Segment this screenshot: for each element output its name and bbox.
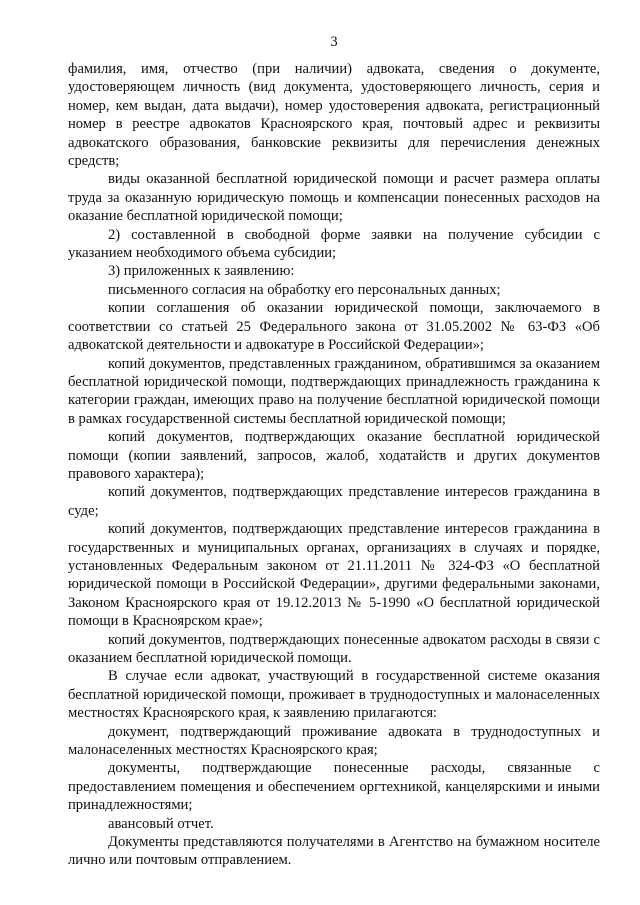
paragraph: авансовый отчет. — [108, 815, 214, 832]
paragraph: документ, подтверждающий проживание адвоката в труднодоступных и малонаселенных местностях Красноярского края; — [68, 723, 600, 759]
paragraph: копий документов, подтверждающих понесенные адвокатом расходы в связи с оказанием бесплатной юридической помощи. — [68, 631, 600, 666]
page-number: 3 — [330, 34, 338, 50]
document-body — [68, 60, 600, 870]
paragraph: В случае если адвокат, участвующий в государственной системе оказания бесплатной юридической помощи, проживает в труднодоступных и малонаселенных местностях Красноярского края, к заявлению прилагаются: — [68, 668, 600, 722]
paragraph: копий документов, подтверждающих представление интересов гражданина в суде; — [68, 484, 600, 519]
paragraph: письменного согласия на обработку его персональных данных; — [108, 281, 501, 298]
paragraph: копий документов, подтверждающих представление интересов гражданина в государственных и муниципальных органах, организациях в случаях и порядке, установленных Федеральным законом от 21.11.2011 № 324-ФЗ «О бесплатной юридической помощи в Российской Федерации», другими федеральными законами, Законом Красноярского края от 19.12.2013 № 5-1990 «О бесплатной юридической помощи в Красноярском крае»; — [68, 521, 600, 630]
paragraph: копий документов, подтверждающих оказание бесплатной юридической помощи (копии заявлений, запросов, жалоб, ходатайств и других документов правового характера); — [68, 429, 600, 482]
paragraph: документы, подтверждающие понесенные расходы, связанные с предоставлением помещения и обеспечением оргтехникой, канцелярскими и иными принадлежностями; — [68, 760, 600, 814]
paragraph: Документы представляются получателями в Агентство на бумажном носителе лично или почтовым отправлением. — [68, 834, 600, 869]
paragraph: копий документов, представленных гражданином, обратившимся за оказанием бесплатной юридической помощи, подтверждающих принадлежность гражданина к категории граждан, имеющих право на получение бесплатной юридической помощи в рамках государственной системы бесплатной юридической помощи; — [68, 355, 600, 427]
paragraph: 3) приложенных к заявлению: — [108, 263, 295, 280]
paragraph: фамилия, имя, отчество (при наличии) адвоката, сведения о документе, удостоверяющем личность (вид документа, удостоверяющего личность, серия и номер, кем выдан, дата выдачи), номер удостоверения адвоката, регистрационный номер в реестре адвокатов Красноярского края, почтовый адрес и реквизиты адвокатского образования, банковские реквизиты для перечисления денежных средств; — [68, 61, 600, 170]
paragraph: виды оказанной бесплатной юридической помощи и расчет размера оплаты труда за оказанную юридическую помощь и компенсации понесенных расходов на оказание бесплатной юридической помощи; — [68, 171, 600, 225]
paragraph: 2) составленной в свободной форме заявки на получение субсидии с указанием необходимого объема субсидии; — [68, 226, 600, 262]
paragraph: копии соглашения об оказании юридической помощи, заключаемого в соответствии со статьей 25 Федерального закона от 31.05.2002 № 63-ФЗ «Об адвокатской деятельности и адвокатуре в Российской Федерации»; — [68, 300, 600, 354]
document-page — [68, 0, 600, 905]
